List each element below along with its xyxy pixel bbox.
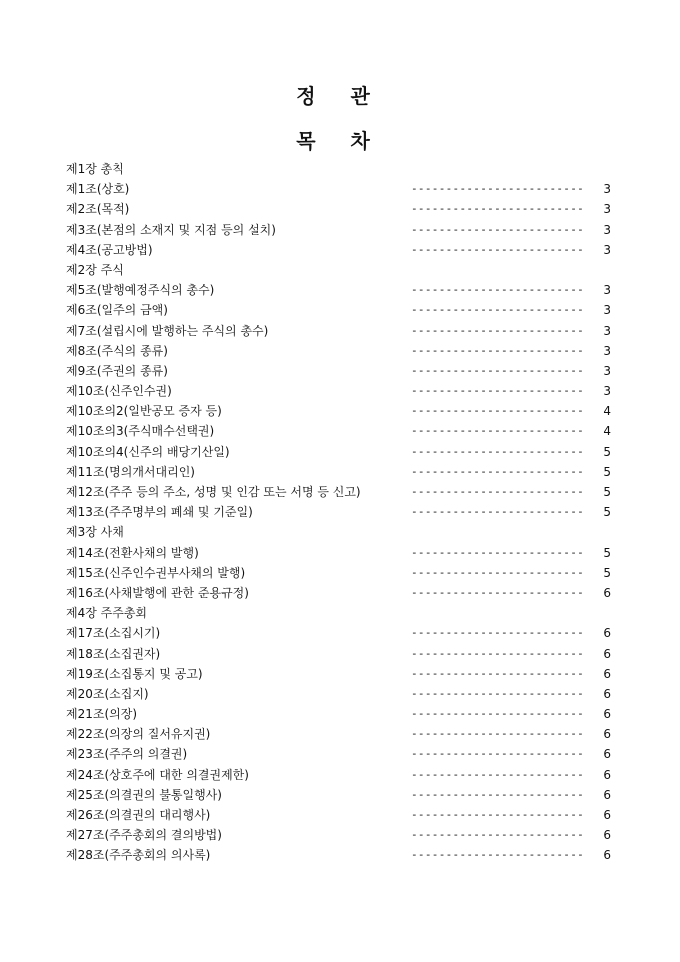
toc-entry	[66, 744, 616, 764]
toc-page-number: 6	[603, 626, 611, 641]
toc-page-number: 3	[603, 222, 611, 237]
toc-entry	[66, 583, 616, 603]
toc-leader-dashes: -------------------------	[411, 848, 585, 862]
toc-entry	[66, 240, 616, 260]
toc-entry	[66, 563, 616, 583]
toc-entry	[66, 482, 616, 502]
toc-entry	[66, 321, 616, 341]
toc-page-number: 3	[603, 242, 611, 257]
toc-entry-label: 제21조(의장)	[66, 707, 138, 722]
toc-leader-dashes: -------------------------	[411, 707, 585, 721]
toc-leader-dashes: -------------------------	[411, 343, 585, 357]
toc-entry	[66, 724, 616, 744]
toc-entry-label: 제10조의3(주식매수선택권)	[66, 424, 215, 439]
toc-page-number: 6	[603, 585, 611, 600]
toc-page-number: 6	[603, 666, 611, 681]
toc-entry	[66, 341, 616, 361]
toc-entry-label: 제12조(주주 등의 주소, 성명 및 인감 또는 서명 등 신고)	[66, 485, 361, 499]
toc-entry	[66, 825, 616, 845]
toc-entry-label: 제7조(설립시에 발행하는 주식의 총수)	[66, 323, 269, 338]
toc-leader-dashes: -------------------------	[411, 626, 585, 640]
toc-entry-label: 제20조(소집지)	[66, 686, 149, 701]
toc-entry	[66, 502, 616, 522]
toc-page-number: 3	[603, 343, 611, 358]
toc-page-number: 4	[603, 404, 611, 419]
toc-leader-dashes: -------------------------	[411, 404, 585, 418]
toc-leader-dashes: -------------------------	[411, 727, 585, 741]
toc-entry	[66, 805, 616, 825]
toc-page-number: 3	[603, 182, 611, 197]
toc-entry-label: 제18조(소집권자)	[66, 646, 161, 661]
toc-entry	[66, 845, 616, 865]
toc-entry-label: 제11조(명의개서대리인)	[66, 464, 195, 479]
document-title: 정 관	[296, 84, 384, 108]
toc-entry-label: 제4장 주주총회	[66, 606, 148, 621]
toc-page-number: 6	[603, 828, 611, 843]
toc-page-number: 4	[603, 424, 611, 439]
toc-leader-dashes: -------------------------	[411, 323, 585, 337]
toc-entry-label: 제6조(일주의 금액)	[66, 303, 168, 318]
toc-entry	[66, 199, 616, 219]
toc-entry-label: 제26조(의결권의 대리행사)	[66, 808, 211, 822]
toc-entry-label: 제22조(의장의 질서유지권)	[66, 727, 211, 742]
toc-entry-label: 제10조의4(신주의 배당기산일)	[66, 444, 230, 459]
toc-leader-dashes: -------------------------	[411, 808, 585, 821]
toc-leader-dashes: -------------------------	[411, 242, 585, 256]
toc-page-number: 3	[603, 384, 611, 399]
toc-entry-label: 제10조(신주인수권)	[66, 384, 172, 399]
toc-entry	[66, 421, 616, 441]
toc-page-number: 6	[603, 808, 611, 822]
toc-leader-dashes: -------------------------	[411, 787, 585, 801]
toc-page-number: 6	[603, 747, 611, 762]
toc-entry	[66, 462, 616, 482]
toc-entry	[66, 220, 616, 240]
toc-entry	[66, 543, 616, 563]
toc-page-number: 5	[603, 545, 611, 560]
toc-leader-dashes: -------------------------	[411, 444, 585, 458]
toc-leader-dashes: -------------------------	[411, 585, 585, 599]
toc-entry-label: 제3조(본점의 소재지 및 지점 등의 설치)	[66, 222, 276, 237]
toc-chapter-heading	[66, 603, 616, 623]
toc-entry-label: 제2장 주식	[66, 262, 124, 277]
toc-entry-label: 제4조(공고방법)	[66, 242, 153, 257]
toc-leader-dashes: -------------------------	[411, 424, 585, 438]
toc-entry-label: 제3장 사채	[66, 525, 124, 540]
toc-entry	[66, 401, 616, 421]
toc-entry	[66, 785, 616, 805]
toc-entry	[66, 644, 616, 664]
toc-page-number: 5	[603, 444, 611, 459]
toc-page-number: 5	[603, 565, 611, 580]
toc-entry	[66, 442, 616, 462]
toc-page-number: 3	[603, 303, 611, 318]
toc-leader-dashes: -------------------------	[411, 283, 585, 297]
table-of-contents	[66, 159, 616, 866]
toc-entry-label: 제9조(주권의 종류)	[66, 363, 168, 378]
toc-entry-label: 제10조의2(일반공모 증자 등)	[66, 404, 222, 419]
toc-page-number: 3	[603, 363, 611, 378]
toc-leader-dashes: -------------------------	[411, 666, 585, 680]
toc-leader-dashes: -------------------------	[411, 363, 585, 377]
toc-entry-label: 제15조(신주인수권부사채의 발행)	[66, 565, 246, 580]
toc-page-number: 3	[603, 202, 611, 217]
toc-entry	[66, 381, 616, 401]
toc-leader-dashes: -------------------------	[411, 565, 585, 579]
toc-entry-label: 제13조(주주명부의 폐쇄 및 기준일)	[66, 505, 253, 520]
toc-entry-label: 제25조(의결권의 불통일행사)	[66, 787, 222, 802]
toc-entry-label: 제27조(주주총회의 결의방법)	[66, 828, 222, 843]
toc-page-number: 6	[603, 727, 611, 742]
toc-page-number: 6	[603, 787, 611, 802]
toc-entry-label: 제1장 총칙	[66, 162, 124, 176]
toc-entry-label: 제17조(소집시기)	[66, 626, 161, 641]
toc-page-number: 5	[603, 464, 611, 479]
toc-entry	[66, 704, 616, 724]
toc-page-number: 6	[603, 686, 611, 701]
toc-page-number: 6	[603, 707, 611, 722]
toc-entry	[66, 361, 616, 381]
toc-chapter-heading	[66, 260, 616, 280]
toc-entry	[66, 179, 616, 199]
toc-leader-dashes: -------------------------	[411, 485, 585, 498]
toc-page-number: 5	[603, 485, 611, 499]
toc-entry-label: 제23조(주주의 의결권)	[66, 747, 188, 762]
toc-entry	[66, 664, 616, 684]
toc-entry-label: 제5조(발행예정주식의 총수)	[66, 283, 215, 298]
toc-entry-label: 제14조(전환사채의 발행)	[66, 545, 199, 560]
toc-leader-dashes: -------------------------	[411, 464, 585, 478]
toc-entry-label: 제28조(주주총회의 의사록)	[66, 848, 211, 863]
toc-page-number: 6	[603, 646, 611, 661]
toc-entry-label: 제2조(목적)	[66, 202, 130, 217]
toc-entry-label: 제16조(사채발행에 관한 준용규정)	[66, 585, 249, 600]
toc-leader-dashes: -------------------------	[411, 828, 585, 842]
toc-entry	[66, 623, 616, 643]
toc-leader-dashes: -------------------------	[411, 646, 585, 660]
toc-page-number: 6	[603, 767, 611, 782]
toc-leader-dashes: -------------------------	[411, 202, 585, 216]
toc-leader-dashes: -------------------------	[411, 182, 585, 196]
toc-entry	[66, 300, 616, 320]
toc-entry-label: 제24조(상호주에 대한 의결권제한)	[66, 767, 249, 782]
toc-leader-dashes: -------------------------	[411, 384, 585, 398]
toc-page-number: 3	[603, 323, 611, 338]
toc-leader-dashes: -------------------------	[411, 767, 585, 781]
toc-leader-dashes: -------------------------	[411, 686, 585, 700]
toc-leader-dashes: -------------------------	[411, 222, 585, 236]
toc-page-number: 3	[603, 283, 611, 298]
toc-page-number: 6	[603, 848, 611, 863]
toc-chapter-heading	[66, 159, 616, 179]
toc-entry	[66, 765, 616, 785]
toc-chapter-heading	[66, 522, 616, 542]
toc-leader-dashes: -------------------------	[411, 545, 585, 559]
toc-page-number: 5	[603, 505, 611, 520]
toc-heading: 목 차	[296, 129, 384, 153]
toc-entry	[66, 684, 616, 704]
toc-entry	[66, 280, 616, 300]
toc-entry-label: 제8조(주식의 종류)	[66, 343, 168, 358]
toc-leader-dashes: -------------------------	[411, 505, 585, 519]
toc-entry-label: 제19조(소집통지 및 공고)	[66, 666, 203, 681]
toc-leader-dashes: -------------------------	[411, 303, 585, 317]
toc-entry-label: 제1조(상호)	[66, 182, 130, 197]
toc-leader-dashes: -------------------------	[411, 747, 585, 761]
